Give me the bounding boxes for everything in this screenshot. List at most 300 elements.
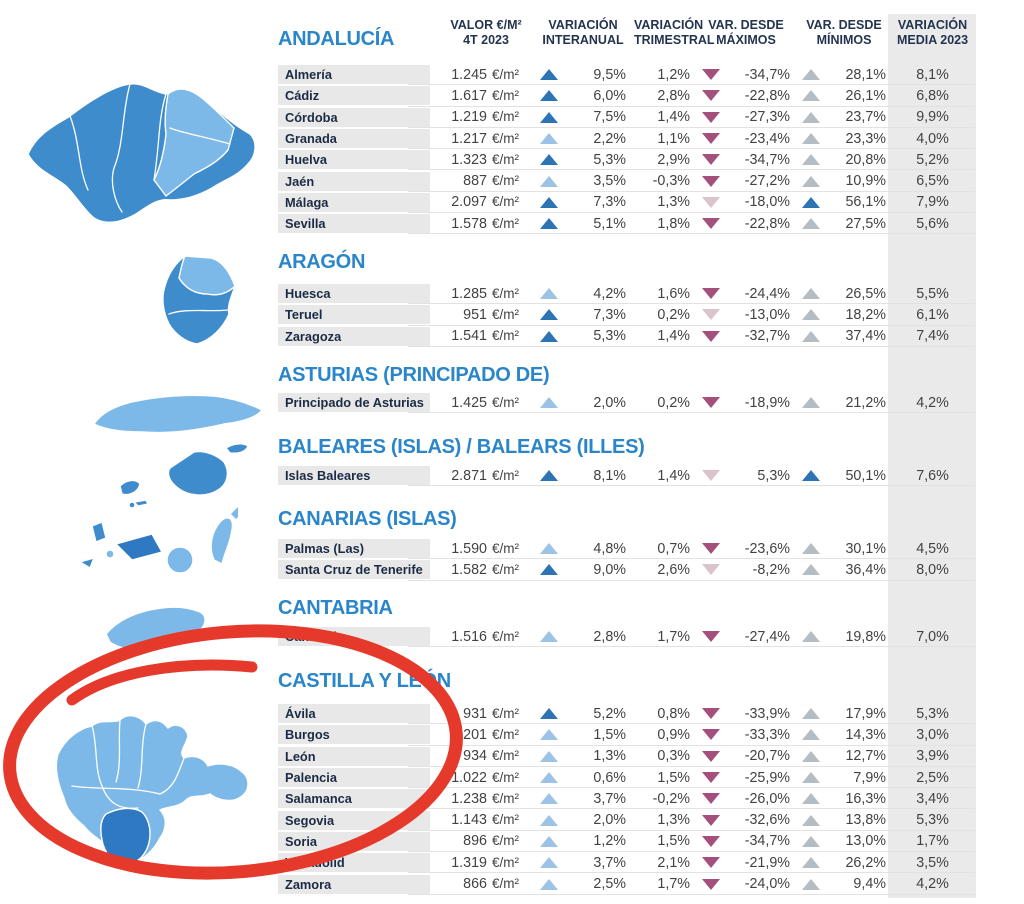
var-desde-maximos-cell — [690, 131, 790, 147]
value-number: 1.582 — [451, 561, 487, 578]
row-label: Málaga — [278, 193, 430, 212]
var-desde-maximos-value: -21,9% — [744, 854, 790, 871]
var-desde-minimos-cell — [790, 109, 886, 125]
variacion-interanual-cell — [530, 468, 626, 484]
variacion-trimestral-cell: -0,2% — [652, 790, 690, 807]
var-desde-maximos-cell — [690, 812, 790, 828]
variacion-interanual-cell — [530, 88, 626, 104]
var-desde-minimos-value: 19,8% — [845, 628, 886, 645]
variacion-interanual-cell — [530, 395, 626, 411]
var-desde-maximos-value: -24,0% — [744, 876, 790, 893]
variacion-trimestral-cell: 1,4% — [657, 467, 690, 484]
rows-baleares — [278, 465, 975, 486]
variacion-trimestral-cell: 2,6% — [657, 561, 690, 578]
variacion-interanual-cell — [530, 194, 626, 210]
section-title-andalucia: ANDALUCÍA — [278, 28, 395, 50]
row-divider — [408, 233, 975, 234]
value-cell — [430, 812, 530, 828]
variacion-interanual-cell — [530, 855, 626, 871]
var-desde-maximos-value: -27,3% — [744, 109, 790, 126]
var-desde-maximos-value: -32,7% — [744, 328, 790, 345]
variacion-trimestral-cell: 0,8% — [657, 705, 690, 722]
up-arrow-icon — [540, 331, 558, 342]
column-header — [886, 16, 975, 48]
variacion-interanual-cell — [530, 328, 626, 344]
variacion-interanual-value: 7,5% — [593, 109, 626, 126]
var-desde-minimos-value: 18,2% — [845, 306, 886, 323]
up-arrow-icon — [540, 708, 558, 719]
variacion-trimestral-cell: 2,1% — [657, 854, 690, 871]
down-arrow-icon — [702, 331, 720, 342]
value-cell — [430, 629, 530, 645]
up-arrow-icon — [802, 397, 820, 408]
up-arrow-icon — [540, 772, 558, 783]
value-number: 896 — [463, 833, 487, 850]
value-unit: €/m² — [492, 66, 519, 82]
value-cell — [430, 328, 530, 344]
row-label: Ávila — [278, 704, 430, 723]
var-desde-minimos-value: 30,1% — [845, 540, 886, 557]
up-arrow-icon — [802, 793, 820, 804]
row-label: Huesca — [278, 284, 430, 303]
column-header-line1: VAR. DESDE — [708, 18, 784, 32]
variacion-interanual-value: 2,0% — [593, 812, 626, 829]
variacion-trimestral-cell: 0,7% — [657, 540, 690, 557]
variacion-trimestral-cell: 2,9% — [657, 151, 690, 168]
value-cell — [430, 833, 530, 849]
down-arrow-icon — [702, 729, 720, 740]
var-desde-minimos-value: 7,9% — [853, 769, 886, 786]
value-cell — [430, 152, 530, 168]
up-arrow-icon — [802, 708, 820, 719]
variacion-interanual-value: 9,5% — [593, 66, 626, 83]
down-arrow-icon — [702, 154, 720, 165]
table-row — [278, 64, 975, 85]
var-desde-minimos-cell — [790, 468, 886, 484]
row-divider — [408, 646, 975, 647]
value-unit: €/m² — [492, 328, 519, 344]
variacion-media-cell: 4,0% — [916, 130, 949, 147]
variacion-media-cell: 6,1% — [916, 306, 949, 323]
row-label: Córdoba — [278, 108, 430, 127]
var-desde-minimos-cell — [790, 152, 886, 168]
var-desde-minimos-value: 28,1% — [845, 66, 886, 83]
down-arrow-icon — [702, 288, 720, 299]
value-number: 1.217 — [451, 130, 487, 147]
down-arrow-icon — [702, 218, 720, 229]
value-unit: €/m² — [492, 540, 519, 556]
section-title-asturias: ASTURIAS (PRINCIPADO DE) — [278, 364, 550, 386]
table-row — [278, 852, 975, 873]
variacion-media-cell: 8,0% — [916, 561, 949, 578]
table-row — [278, 626, 975, 647]
down-arrow-icon — [702, 564, 720, 575]
var-desde-maximos-value: 5,3% — [757, 467, 790, 484]
value-number: 887 — [463, 173, 487, 190]
variacion-media-cell: 9,9% — [916, 109, 949, 126]
table-row — [278, 304, 975, 325]
variacion-trimestral-cell: 1,4% — [657, 328, 690, 345]
var-desde-minimos-cell — [790, 194, 886, 210]
variacion-trimestral-cell: 1,3% — [657, 812, 690, 829]
up-arrow-icon — [802, 154, 820, 165]
value-unit: €/m² — [492, 705, 519, 721]
variacion-interanual-cell — [530, 173, 626, 189]
row-label: Palmas (Las) — [278, 539, 430, 558]
value-number: 1.516 — [451, 628, 487, 645]
up-arrow-icon — [802, 543, 820, 554]
var-desde-minimos-cell — [790, 88, 886, 104]
column-header — [430, 16, 530, 48]
variacion-trimestral-cell: 0,2% — [657, 306, 690, 323]
variacion-media-cell: 5,6% — [916, 215, 949, 232]
map-cantabria — [98, 598, 216, 660]
map-castilla-y-leon — [28, 698, 248, 870]
variacion-interanual-cell — [530, 706, 626, 722]
section-title-castilla-y-leon: CASTILLA Y LEÓN — [278, 670, 451, 692]
variacion-interanual-cell — [530, 541, 626, 557]
var-desde-maximos-cell — [690, 109, 790, 125]
var-desde-maximos-cell — [690, 541, 790, 557]
value-cell — [430, 194, 530, 210]
row-label: Almería — [278, 65, 430, 84]
up-arrow-icon — [540, 218, 558, 229]
row-divider — [408, 485, 975, 486]
value-number: 1.219 — [451, 109, 487, 126]
variacion-interanual-cell — [530, 286, 626, 302]
variacion-interanual-cell — [530, 216, 626, 232]
up-arrow-icon — [540, 397, 558, 408]
table-row — [278, 392, 975, 413]
up-arrow-icon — [540, 751, 558, 762]
rows-aragon — [278, 283, 975, 347]
up-arrow-icon — [802, 112, 820, 123]
var-desde-minimos-cell — [790, 727, 886, 743]
table-row — [278, 788, 975, 809]
value-unit: €/m² — [492, 467, 519, 483]
rows-castilla-y-leon — [278, 703, 975, 895]
var-desde-maximos-value: -27,2% — [744, 173, 790, 190]
value-cell — [430, 468, 530, 484]
var-desde-maximos-value: -34,7% — [744, 66, 790, 83]
table-row — [278, 538, 975, 559]
var-desde-minimos-value: 20,8% — [845, 151, 886, 168]
var-desde-minimos-cell — [790, 541, 886, 557]
var-desde-maximos-cell — [690, 748, 790, 764]
variacion-interanual-cell — [530, 876, 626, 892]
var-desde-minimos-cell — [790, 328, 886, 344]
variacion-interanual-cell — [530, 307, 626, 323]
map-andalucia — [18, 72, 263, 237]
variacion-trimestral-cell: 2,8% — [657, 87, 690, 104]
value-number: 1.285 — [451, 285, 487, 302]
var-desde-minimos-value: 14,3% — [845, 726, 886, 743]
value-cell — [430, 395, 530, 411]
variacion-trimestral-cell: 1,7% — [657, 876, 690, 893]
column-header-line1: VARIACIÓN — [548, 18, 618, 32]
row-label: Principado de Asturias — [278, 393, 430, 412]
variacion-trimestral-cell: 1,5% — [657, 769, 690, 786]
table-row — [278, 559, 975, 580]
value-number: 1.578 — [451, 215, 487, 232]
var-desde-minimos-value: 12,7% — [845, 748, 886, 765]
table-row — [278, 724, 975, 745]
down-arrow-icon — [702, 543, 720, 554]
value-number: 1.245 — [451, 66, 487, 83]
var-desde-minimos-value: 13,0% — [845, 833, 886, 850]
var-desde-maximos-cell — [690, 88, 790, 104]
row-label: Cádiz — [278, 86, 430, 105]
row-label: Santa Cruz de Tenerife — [278, 560, 430, 579]
var-desde-minimos-value: 26,5% — [845, 285, 886, 302]
row-label: Zaragoza — [278, 327, 430, 346]
value-unit: €/m² — [492, 561, 519, 577]
value-number: 1.617 — [451, 87, 487, 104]
section-title-cantabria: CANTABRIA — [278, 597, 393, 619]
variacion-media-cell: 7,0% — [916, 628, 949, 645]
var-desde-minimos-value: 23,3% — [845, 130, 886, 147]
up-arrow-icon — [802, 564, 820, 575]
variacion-interanual-cell — [530, 812, 626, 828]
var-desde-minimos-cell — [790, 562, 886, 578]
variacion-interanual-value: 0,6% — [593, 769, 626, 786]
row-label: Segovia — [278, 811, 430, 830]
table-row — [278, 703, 975, 724]
row-label: Palencia — [278, 768, 430, 787]
var-desde-maximos-cell — [690, 855, 790, 871]
rows-cantabria — [278, 626, 975, 647]
table-row — [278, 283, 975, 304]
down-arrow-icon — [702, 90, 720, 101]
row-label: Teruel — [278, 305, 430, 324]
var-desde-minimos-value: 9,4% — [853, 876, 886, 893]
var-desde-minimos-value: 36,4% — [845, 561, 886, 578]
variacion-interanual-cell — [530, 67, 626, 83]
var-desde-maximos-value: -33,3% — [744, 726, 790, 743]
var-desde-minimos-cell — [790, 855, 886, 871]
variacion-interanual-cell — [530, 791, 626, 807]
variacion-trimestral-cell: 1,7% — [657, 628, 690, 645]
variacion-media-cell: 5,3% — [916, 705, 949, 722]
var-desde-maximos-cell — [690, 770, 790, 786]
variacion-interanual-value: 3,7% — [593, 854, 626, 871]
up-arrow-icon — [802, 857, 820, 868]
value-unit: €/m² — [492, 87, 519, 103]
value-cell — [430, 173, 530, 189]
variacion-interanual-value: 1,3% — [593, 748, 626, 765]
value-unit: €/m² — [492, 215, 519, 231]
var-desde-maximos-cell — [690, 173, 790, 189]
table-row — [278, 107, 975, 128]
variacion-interanual-cell — [530, 727, 626, 743]
value-number: 2.871 — [451, 467, 487, 484]
up-arrow-icon — [540, 90, 558, 101]
row-label: Burgos — [278, 725, 430, 744]
column-header — [790, 16, 886, 48]
up-arrow-icon — [540, 133, 558, 144]
value-unit: €/m² — [492, 854, 519, 870]
up-arrow-icon — [802, 309, 820, 320]
variacion-interanual-value: 2,8% — [593, 628, 626, 645]
variacion-interanual-value: 1,5% — [593, 726, 626, 743]
column-header — [530, 16, 626, 48]
value-unit: €/m² — [492, 306, 519, 322]
table-row — [278, 213, 975, 234]
table-row — [278, 128, 975, 149]
var-desde-maximos-cell — [690, 216, 790, 232]
value-unit: €/m² — [492, 173, 519, 189]
down-arrow-icon — [702, 133, 720, 144]
var-desde-maximos-cell — [690, 328, 790, 344]
up-arrow-icon — [540, 793, 558, 804]
up-arrow-icon — [802, 218, 820, 229]
variacion-media-cell: 5,3% — [916, 812, 949, 829]
table-row — [278, 746, 975, 767]
variacion-media-cell: 3,0% — [916, 726, 949, 743]
value-unit: €/m² — [492, 130, 519, 146]
value-unit: €/m² — [492, 194, 519, 210]
value-number: 1.238 — [451, 790, 487, 807]
var-desde-maximos-value: -13,0% — [744, 306, 790, 323]
row-label: Huelva — [278, 150, 430, 169]
up-arrow-icon — [540, 288, 558, 299]
value-number: 2.097 — [451, 194, 487, 211]
up-arrow-icon — [540, 857, 558, 868]
column-header-line1: VAR. DESDE — [806, 18, 882, 32]
column-header-line2: MÍNIMOS — [816, 33, 872, 47]
variacion-media-cell: 3,4% — [916, 790, 949, 807]
var-desde-maximos-value: -33,9% — [744, 705, 790, 722]
var-desde-minimos-value: 13,8% — [845, 812, 886, 829]
row-label: Soria — [278, 832, 430, 851]
variacion-interanual-value: 3,5% — [593, 173, 626, 190]
var-desde-minimos-value: 37,4% — [845, 328, 886, 345]
variacion-interanual-value: 5,2% — [593, 705, 626, 722]
variacion-trimestral-cell: 0,2% — [657, 394, 690, 411]
value-unit: €/m² — [492, 726, 519, 742]
var-desde-minimos-cell — [790, 286, 886, 302]
table-row — [278, 767, 975, 788]
value-cell — [430, 748, 530, 764]
up-arrow-icon — [540, 197, 558, 208]
column-header-line2: 4T 2023 — [463, 33, 509, 47]
var-desde-minimos-cell — [790, 629, 886, 645]
var-desde-minimos-cell — [790, 216, 886, 232]
value-cell — [430, 727, 530, 743]
variacion-media-cell: 7,9% — [916, 194, 949, 211]
variacion-trimestral-cell: 1,6% — [657, 285, 690, 302]
variacion-interanual-value: 6,0% — [593, 87, 626, 104]
table-row — [278, 465, 975, 486]
down-arrow-icon — [702, 176, 720, 187]
var-desde-maximos-cell — [690, 194, 790, 210]
map-asturias — [88, 388, 273, 443]
var-desde-maximos-cell — [690, 395, 790, 411]
value-unit: €/m² — [492, 876, 519, 892]
variacion-media-cell: 5,5% — [916, 285, 949, 302]
value-cell — [430, 541, 530, 557]
value-cell — [430, 88, 530, 104]
down-arrow-icon — [702, 879, 720, 890]
variacion-interanual-cell — [530, 748, 626, 764]
var-desde-maximos-value: -32,6% — [744, 812, 790, 829]
var-desde-maximos-cell — [690, 876, 790, 892]
var-desde-maximos-value: -23,4% — [744, 130, 790, 147]
var-desde-maximos-value: -26,0% — [744, 790, 790, 807]
value-unit: €/m² — [492, 151, 519, 167]
variacion-interanual-value: 8,1% — [593, 467, 626, 484]
value-unit: €/m² — [492, 394, 519, 410]
variacion-trimestral-cell: 1,4% — [657, 109, 690, 126]
value-number: 1.319 — [451, 854, 487, 871]
value-number: 866 — [463, 876, 487, 893]
var-desde-maximos-cell — [690, 468, 790, 484]
variacion-interanual-value: 9,0% — [593, 561, 626, 578]
variacion-interanual-value: 5,1% — [593, 215, 626, 232]
var-desde-minimos-value: 16,3% — [845, 790, 886, 807]
var-desde-minimos-value: 17,9% — [845, 705, 886, 722]
var-desde-maximos-value: -18,0% — [744, 194, 790, 211]
var-desde-minimos-cell — [790, 706, 886, 722]
down-arrow-icon — [702, 631, 720, 642]
row-label: León — [278, 747, 430, 766]
var-desde-maximos-value: -22,8% — [744, 87, 790, 104]
variacion-interanual-cell — [530, 629, 626, 645]
down-arrow-icon — [702, 836, 720, 847]
up-arrow-icon — [802, 815, 820, 826]
down-arrow-icon — [702, 751, 720, 762]
value-number: 1.201 — [451, 726, 487, 743]
up-arrow-icon — [802, 197, 820, 208]
var-desde-minimos-cell — [790, 67, 886, 83]
variacion-media-cell: 5,2% — [916, 151, 949, 168]
variacion-trimestral-cell: -0,3% — [652, 173, 690, 190]
table-row — [278, 149, 975, 170]
var-desde-minimos-value: 50,1% — [845, 467, 886, 484]
var-desde-minimos-value: 27,5% — [845, 215, 886, 232]
var-desde-maximos-cell — [690, 791, 790, 807]
var-desde-minimos-value: 56,1% — [845, 194, 886, 211]
variacion-trimestral-cell: 0,3% — [657, 748, 690, 765]
value-cell — [430, 307, 530, 323]
var-desde-maximos-cell — [690, 562, 790, 578]
variacion-trimestral-cell: 1,1% — [657, 130, 690, 147]
variacion-interanual-value: 3,7% — [593, 790, 626, 807]
variacion-media-cell: 4,2% — [916, 876, 949, 893]
up-arrow-icon — [540, 69, 558, 80]
var-desde-maximos-cell — [690, 67, 790, 83]
value-number: 934 — [463, 748, 487, 765]
variacion-interanual-value: 4,2% — [593, 285, 626, 302]
value-number: 1.323 — [451, 151, 487, 168]
up-arrow-icon — [802, 836, 820, 847]
variacion-media-cell: 8,1% — [916, 66, 949, 83]
variacion-interanual-cell — [530, 152, 626, 168]
row-label: Islas Baleares — [278, 466, 430, 485]
row-label: Valladolid — [278, 853, 430, 872]
down-arrow-icon — [702, 112, 720, 123]
column-header-line2: INTERANUAL — [542, 33, 624, 47]
row-label: Salamanca — [278, 789, 430, 808]
value-unit: €/m² — [492, 833, 519, 849]
row-divider — [408, 580, 975, 581]
variacion-interanual-value: 2,5% — [593, 876, 626, 893]
variacion-trimestral-cell: 0,9% — [657, 726, 690, 743]
row-divider — [408, 412, 975, 413]
var-desde-maximos-cell — [690, 152, 790, 168]
map-aragon — [133, 250, 245, 350]
row-label: Cantabria — [278, 627, 430, 646]
